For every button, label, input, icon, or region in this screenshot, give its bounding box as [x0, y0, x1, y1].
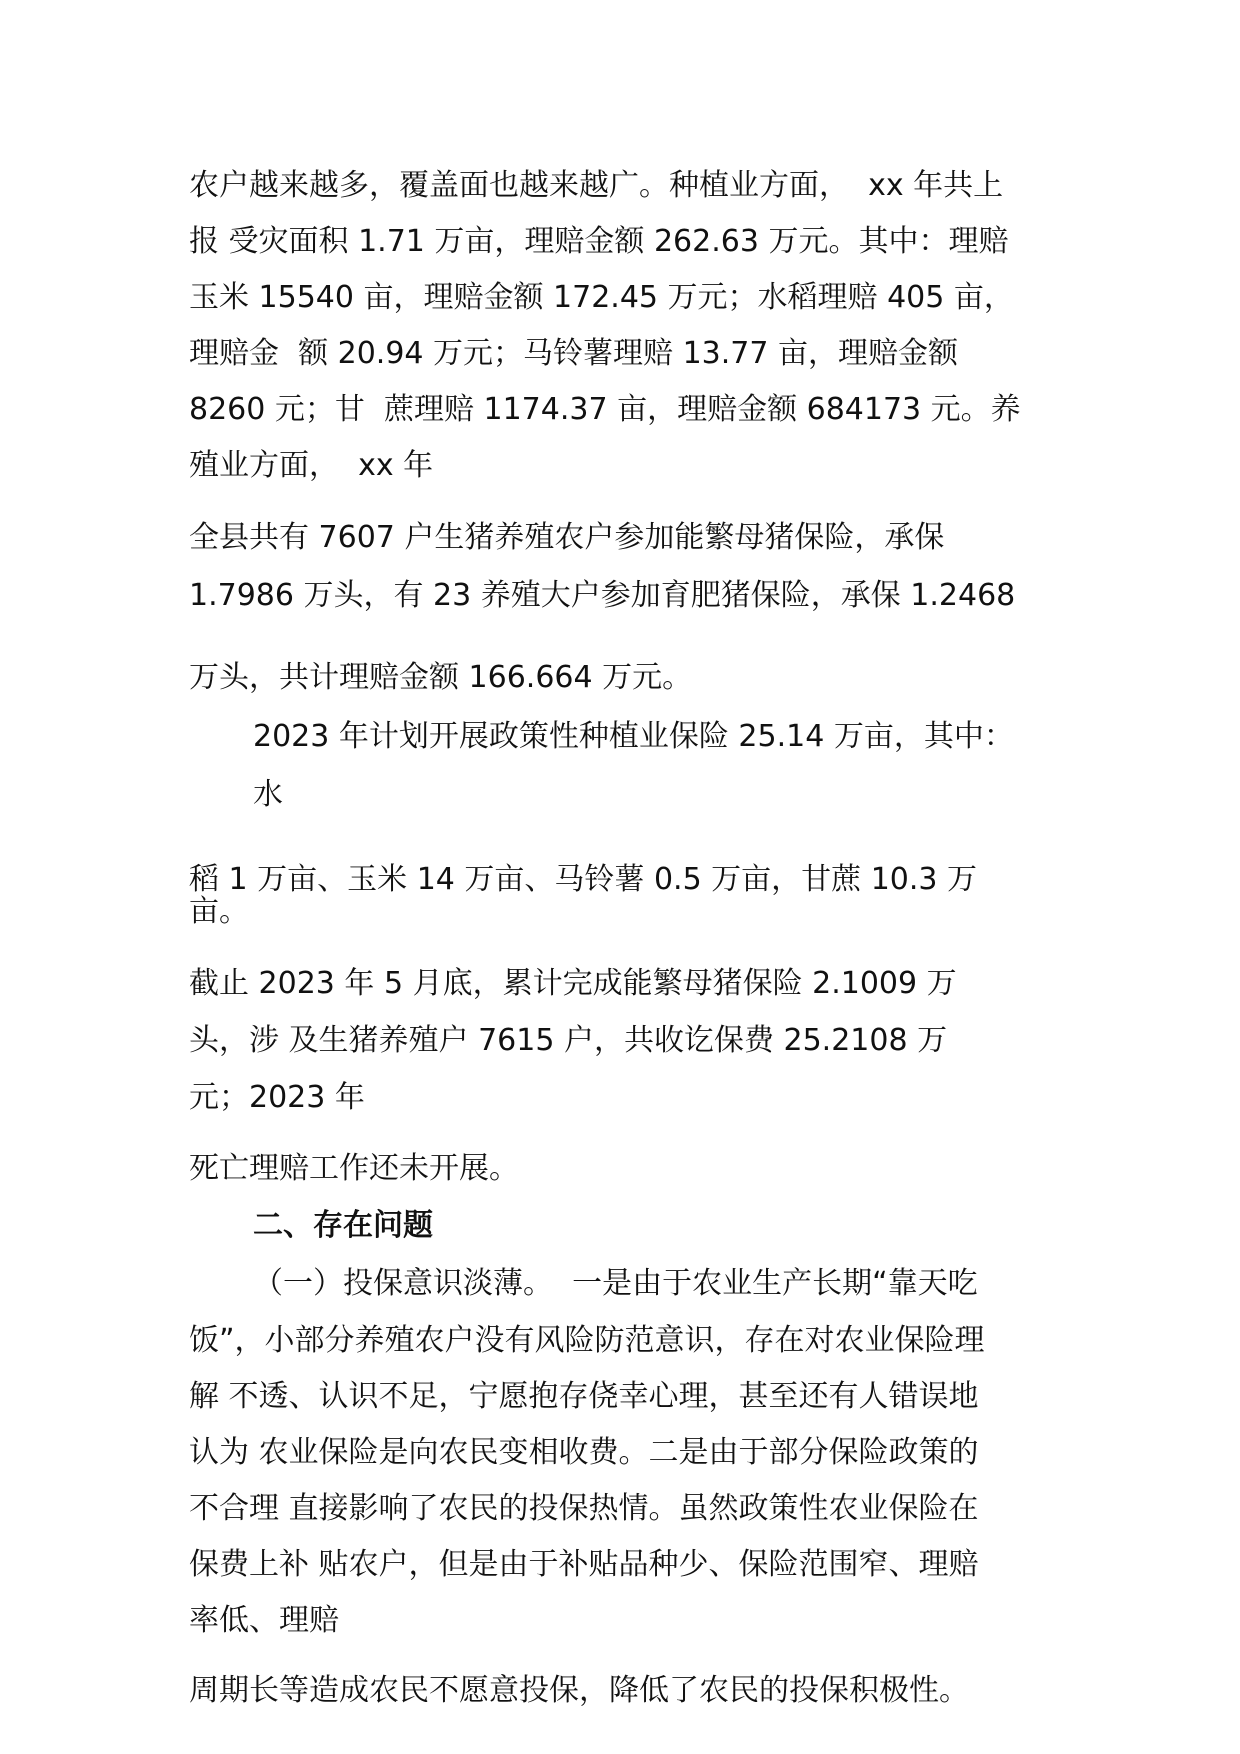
section-heading: 二、存在问题	[253, 1208, 433, 1243]
text-line-13: 亩。	[189, 894, 249, 929]
text-line-15: 头，涉 及生猪养殖户 7615 户，共收讫保费 25.2108 万	[189, 1023, 948, 1058]
text-line-23: 保费上补 贴农户，但是由于补贴品种少、保险范围窄、理赔	[189, 1547, 979, 1582]
text-line-1: 农户越来越多，覆盖面也越来越广。种植业方面， xx 年共上	[189, 168, 1004, 203]
text-line-21: 认为 农业保险是向农民变相收费。二是由于部分保险政策的	[189, 1435, 979, 1470]
text-line-22: 不合理 直接影响了农民的投保热情。虽然政策性农业保险在	[189, 1491, 979, 1526]
text-line-2: 报 受灾面积 1.71 万亩，理赔金额 262.63 万元。其中：理赔	[189, 224, 1009, 259]
text-line-24: 率低、理赔	[189, 1603, 339, 1638]
text-line-10: 2023 年计划开展政策性种植业保险 25.14 万亩，其中：	[253, 719, 1014, 754]
text-line-25: 周期长等造成农民不愿意投保，降低了农民的投保积极性。	[189, 1673, 969, 1708]
text-line-6: 殖业方面， xx 年	[189, 448, 434, 483]
text-line-18: （一）投保意识淡薄。 一是由于农业生产长期“靠天吃	[253, 1266, 978, 1301]
text-line-7: 全县共有 7607 户生猪养殖农户参加能繁母猪保险，承保	[189, 520, 945, 555]
text-line-8: 1.7986 万头，有 23 养殖大户参加育肥猪保险，承保 1.2468	[189, 578, 1016, 613]
text-line-5: 8260 元；甘 蔗理赔 1174.37 亩，理赔金额 684173 元。养	[189, 392, 1021, 427]
text-line-17: 死亡理赔工作还未开展。	[189, 1151, 519, 1186]
text-line-9: 万头，共计理赔金额 166.664 万元。	[189, 660, 693, 695]
text-line-14: 截止 2023 年 5 月底，累计完成能繁母猪保险 2.1009 万	[189, 966, 957, 1001]
text-line-4: 理赔金 额 20.94 万元；马铃薯理赔 13.77 亩，理赔金额	[189, 336, 958, 371]
text-line-3: 玉米 15540 亩，理赔金额 172.45 万元；水稻理赔 405 亩，	[189, 280, 1014, 315]
text-line-16: 元；2023 年	[189, 1080, 365, 1115]
text-line-20: 解 不透、认识不足，宁愿抱存侥幸心理，甚至还有人错误地	[189, 1379, 979, 1414]
text-line-19: 饭”，小部分养殖农户没有风险防范意识，存在对农业保险理	[189, 1323, 985, 1358]
text-line-11: 水	[253, 777, 283, 812]
text-line-12: 稻 1 万亩、玉米 14 万亩、马铃薯 0.5 万亩，甘蔗 10.3 万	[189, 862, 978, 897]
